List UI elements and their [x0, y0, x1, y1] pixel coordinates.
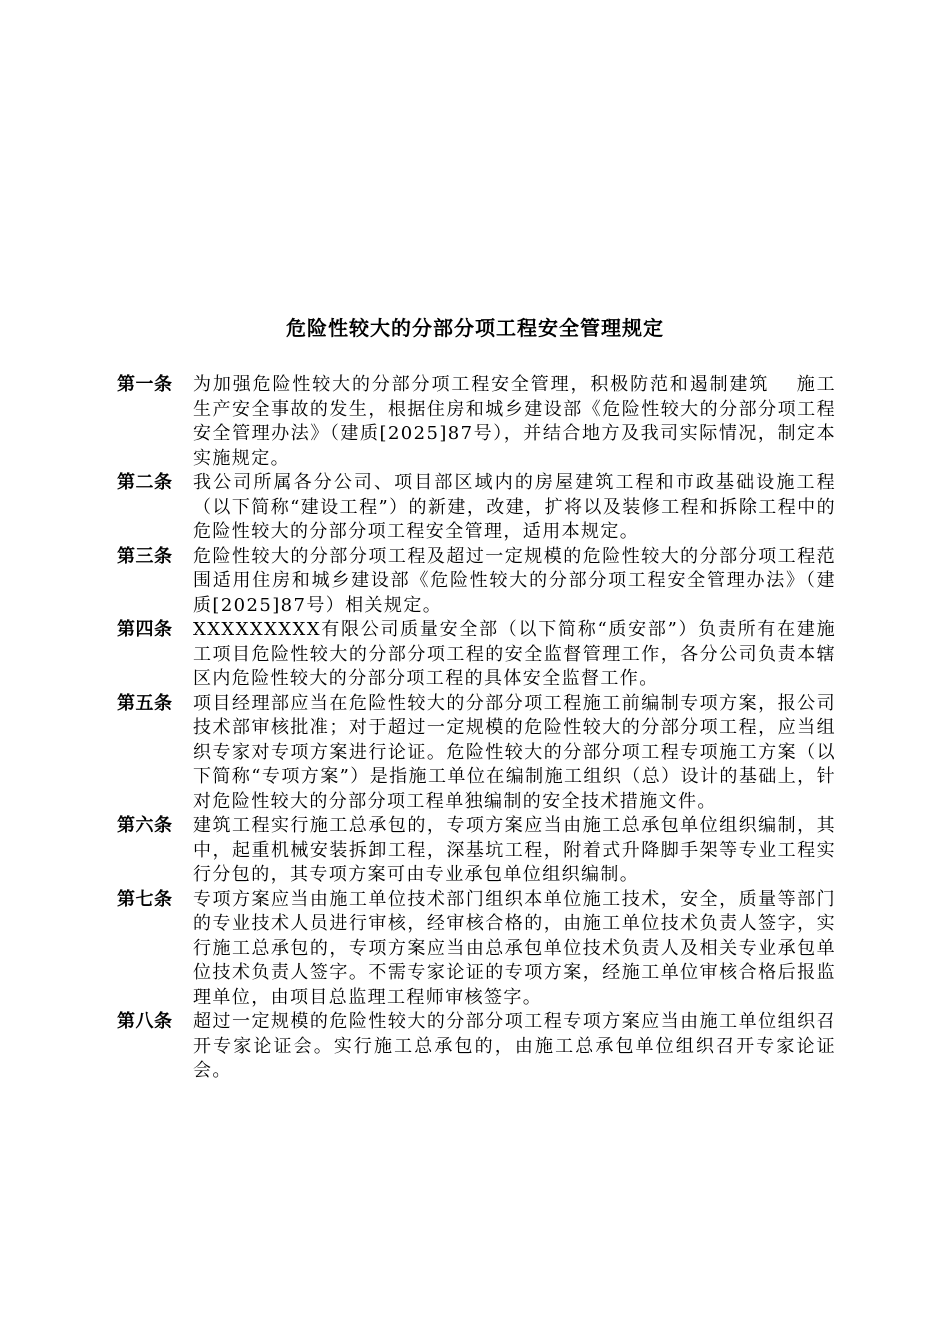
article-label: 第七条 — [117, 888, 173, 910]
article-label: 第六条 — [117, 815, 173, 836]
article-6 — [117, 814, 847, 888]
article-text: XXXXXXXXX有限公司质量安全部（以下简称“质安部”）负责所有在建施工项目危险性较大的分部分项工程的安全监督管理工作，各分公司负责本辖区内危险性较大的分部分项工程的具体安全监督工作。 — [193, 619, 836, 689]
article-text: 超过一定规模的危险性较大的分部分项工程专项方案应当由施工单位组织召开专家论证会。实行施工总承包的，由施工总承包单位组织召开专家论证会。 — [193, 1011, 836, 1081]
article-label: 第四条 — [117, 619, 173, 640]
article-label: 第三条 — [117, 545, 173, 567]
article-5 — [117, 692, 847, 815]
article-text: 项目经理部应当在危险性较大的分部分项工程施工前编制专项方案，报公司技术部审核批准；对于超过一定规模的危险性较大的分部分项工程，应当组织专家对专项方案进行论证。危险性较大的分部分项工程专项施工方案（以下简称“专项方案”）是指施工单位在编制施工组织（总）设计的基础上，针对危险性较大的分部分项工程单独编制的安全技术措施文件。 — [193, 692, 836, 812]
article-text: 为加强危险性较大的分部分项工程安全管理，积极防范和遏制建筑 施工生产安全事故的发生，根据住房和城乡建设部《危险性较大的分部分项工程安全管理办法》（建质[2025]87号），并结合地方及我司实际情况，制定本实施规定。 — [193, 374, 836, 469]
article-label: 第八条 — [117, 1011, 173, 1032]
article-label: 第二条 — [117, 472, 173, 493]
article-8 — [117, 1010, 847, 1084]
article-2 — [117, 471, 847, 545]
article-text: 专项方案应当由施工单位技术部门组织本单位施工技术，安全，质量等部门的专业技术人员进行审核，经审核合格的，由施工单位技术负责人签字，实行施工总承包的，专项方案应当由总承包单位技术负责人及相关专业承包单位技术负责人签字。不需专家论证的专项方案，经施工单位审核合格后报监理单位，由项目总监理工程师审核签字。 — [193, 888, 836, 1008]
article-label: 第一条 — [117, 374, 173, 395]
article-text: 危险性较大的分部分项工程及超过一定规模的危险性较大的分部分项工程范围适用住房和城乡建设部《危险性较大的分部分项工程安全管理办法》（建质[2025]87号）相关规定。 — [193, 545, 836, 616]
article-list — [117, 373, 847, 1084]
article-1 — [117, 373, 847, 471]
document-title: 危险性较大的分部分项工程安全管理规定 — [286, 316, 664, 340]
article-label: 第五条 — [117, 692, 173, 714]
article-3 — [117, 545, 847, 619]
article-text: 我公司所属各分公司、项目部区域内的房屋建筑工程和市政基础设施工程（以下简称“建设工程”）的新建，改建，扩将以及装修工程和拆除工程中的危险性较大的分部分项工程安全管理，适用本规定。 — [193, 472, 836, 542]
article-7 — [117, 888, 847, 1011]
article-4 — [117, 618, 847, 692]
article-text: 建筑工程实行施工总承包的，专项方案应当由施工总承包单位组织编制，其中，起重机械安装拆卸工程，深基坑工程，附着式升降脚手架等专业工程实行分包的，其专项方案可由专业承包单位组织编制。 — [193, 815, 836, 885]
